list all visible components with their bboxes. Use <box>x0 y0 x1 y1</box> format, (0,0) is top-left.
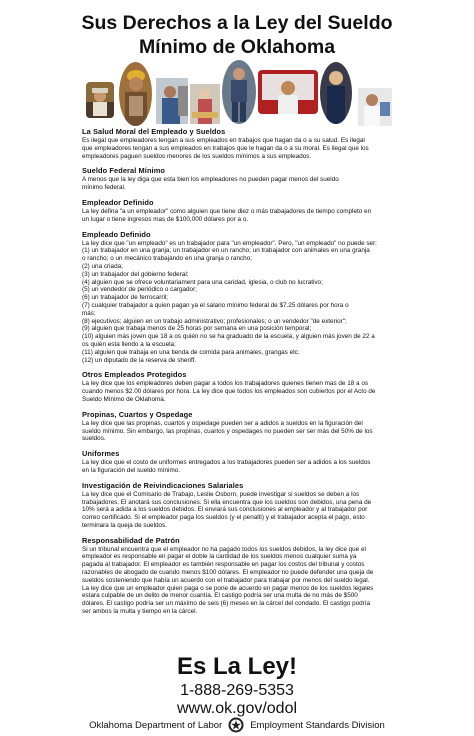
section-body <box>82 208 394 224</box>
body-line: (8) ejecutivos; alguien en un trabajo administrativo; profesionales; o un vendedor "de exterior"; <box>82 317 347 325</box>
page-title-line-2: Mínimo de Oklahoma <box>138 36 336 58</box>
body-line: La ley dice que las propinas, cuartos y ospedage pueden ser a adidos a sueldos en la figuración del <box>82 419 363 427</box>
worker-photo-8 <box>358 88 392 126</box>
section-body <box>82 420 394 443</box>
section-heading: Propinas, Cuartos y Ospedage <box>82 409 193 419</box>
body-line: La ley dice que el Comisario de Trabajo, Leslie Osborn, puede investigar si sueldos se deben a los <box>82 490 360 498</box>
phone-number: 1-888-269-5353 <box>180 682 294 699</box>
section-body <box>82 137 394 160</box>
department-name: Oklahoma Department of Labor <box>89 719 223 731</box>
body-line: Sueldo Mínimo de Oklahoma. <box>82 395 166 403</box>
section-heading: Uniformes <box>82 449 120 459</box>
body-line: empleador es responsable en pagar el doble la cantidad de los sueldos menos cualquier suma ya <box>82 553 357 561</box>
department-row <box>0 718 474 732</box>
worker-photo-2 <box>119 62 152 126</box>
section <box>82 370 394 403</box>
body-line: A menos que la ley diga que esta bien los empleadores no pueden pagar menos del sueldo <box>82 176 339 184</box>
body-line: en la figuración del sueldo mínimo. <box>82 466 181 474</box>
body-line: Es ilegal que empleadores tengan a sus empleados en trabajos que hagan da o a su salud. Es ilegal <box>82 137 365 144</box>
body-line: (4) alguien que se ofrece voluntariament para una caridad, iglesia, o club no lucrativo; <box>82 278 323 286</box>
body-line: (1) un trabajador en una granja; un trabajador en un rancho; un trabajador con animales en una granja <box>82 247 370 255</box>
state-seal-icon <box>228 717 244 733</box>
body-line: (6) un trabajador de ferrocarril; <box>82 294 169 302</box>
body-line: dólares. El castigo podría ser un máximo de seis (6) meses en la cárcel del condado. El castigo podría <box>82 600 371 608</box>
section <box>82 230 394 365</box>
section-heading: Investigación de Reivindicaciones Salariales <box>82 480 244 490</box>
section-heading: La Salud Moral del Empleado y Sueldos <box>82 127 226 136</box>
section <box>82 166 394 192</box>
body-line: sueldos. <box>82 435 106 443</box>
section-body <box>82 380 394 403</box>
body-line: ser ambos la multa y tiempo en la cárcel. <box>82 608 198 616</box>
body-line: terminara la queja de sueldos. <box>82 521 167 529</box>
body-line: La ley dice que un empleador quien paga o se pone de acuerdo en pagar menos de los sueldos legales <box>82 584 374 592</box>
body-line: La ley dice que "un empleado" es un trabajador para "un empleador". Pero, "un empleado" no puede ser: <box>82 239 377 247</box>
section <box>82 127 394 160</box>
body-line: que empleadores tengan a sus empleados en trabajos que le hagan da o a su moral. Es ilegal que los <box>82 144 369 152</box>
body-line: (5) un vendedor de periódico o cargador; <box>82 286 197 294</box>
section <box>82 198 394 224</box>
body-line: estara culpable de un delito de menor cuantía. El castigo podría ser una multa de no más de $500 <box>82 592 358 600</box>
section-body <box>82 176 394 192</box>
section-body <box>82 240 394 365</box>
section-body <box>82 546 394 616</box>
worker-photo-1 <box>86 82 114 118</box>
worker-photo-4 <box>190 84 220 124</box>
body-line: empleadores paguen sueldos menores de los sueldos mínimos a sus empleados. <box>82 152 312 160</box>
division-name: Employment Standards Division <box>250 719 385 731</box>
body-line: os quién esta llendo a la escuela; <box>82 340 176 348</box>
worker-photo-3 <box>156 78 188 124</box>
body-line: (10) alguien más joven que 18 a os quién no se ha graduado de la escuela, y alguien más joven de 22 a <box>82 333 375 341</box>
body-line: pagada al trabajador. El empleador es también responsable en pagar los costos del tribunal y costos <box>82 561 365 569</box>
body-line: (3) un trabajador del gobierno federal; <box>82 270 189 278</box>
section <box>82 449 394 475</box>
body-line: (2) una criada; <box>82 262 123 270</box>
body-line: (11) alguien que trabaja en una tienda de comida para animales, grangas etc. <box>82 348 300 356</box>
section-heading: Empleado Definido <box>82 229 151 239</box>
worker-photo-strip <box>86 60 392 128</box>
body-line: La ley dice que los empleadores deben pagar a todos los trabajadores quienes tienen mas de 18 a os <box>82 380 369 388</box>
body-line: sueldos sosteniendo que había un acuerdo con el trabajador para trabajar por menos del sueldo legal. <box>82 576 370 584</box>
main-content <box>82 127 394 622</box>
body-line: cuando menos $2.00 dólares por hora. La ley dice que todos los empleados son cubiertos por el Acto de <box>82 388 376 396</box>
body-line: (12) un diputado de la reserva de sheriff. <box>82 356 197 364</box>
section <box>82 536 394 616</box>
body-line: Si un tribunal encuentra que el empleador no ha pagado todos los sueldos debidos, la ley dice que el <box>82 545 366 553</box>
body-line: un lugar o tiene ingresos mas de $100,000 dólares por a o. <box>82 215 249 223</box>
section-body <box>82 459 394 475</box>
body-line: (9) alguien que trabaja menos de 25 horas por semana en una posición temporal; <box>82 325 312 333</box>
section <box>82 410 394 443</box>
body-line: más; <box>82 309 96 317</box>
website-link[interactable]: www.ok.gov/odol <box>176 700 298 717</box>
worker-photo-5 <box>222 60 256 124</box>
section-body <box>82 491 394 530</box>
section-heading: Responsabilidad de Patrón <box>82 535 180 545</box>
body-line: sueldo mínimo. Sin embargo, las propinas, cuartos y ospedages no pueden ser ser más del 50% de los <box>82 427 373 435</box>
section <box>82 481 394 530</box>
body-line: La ley dice que el costo de uniformes entregados a los trabajadores pueden ser a adidos a los sueldos <box>82 459 371 467</box>
body-line: razonables de abogado de cuando menos $100 dólares. El empleador no puede defender una queja de <box>82 569 374 577</box>
page-title-line-1: Sus Derechos a la Ley del Sueldo <box>81 12 393 34</box>
worker-photo-7 <box>320 62 352 124</box>
body-line: correo certificado. Si el empleador paga los sueldos (y el penalti) y el trabajador acepta el pago, esto <box>82 514 365 522</box>
body-line: (7) cualquier trabajador a quien pagan ya el salario mínimo federal de $7.25 dólares por hora o <box>82 301 349 309</box>
section-heading: Sueldo Federal Mínimo <box>82 166 165 176</box>
body-line: o rancho; o un mecánico trabajando en una granja o rancho; <box>82 255 252 263</box>
body-line: trabajadores. El anotará sus conclusiones. Si ella encuentra que los sueldos son debidos, una pena de <box>82 498 372 506</box>
body-line: mínimo federal. <box>82 184 126 192</box>
body-line: 10% será a adida a los sueldos debidos. El enviará sus conclusiones al empleador y al trabajador por <box>82 506 368 514</box>
law-banner: Es La Ley! <box>176 653 298 680</box>
section-heading: Otros Empleados Protegidos <box>82 370 187 380</box>
section-heading: Empleador Definido <box>82 197 154 207</box>
body-line: La ley defina "a un empleador" como alguien que tiene diez o más trabajadores de tiempo completo en <box>82 207 372 215</box>
worker-photo-6 <box>258 70 318 114</box>
